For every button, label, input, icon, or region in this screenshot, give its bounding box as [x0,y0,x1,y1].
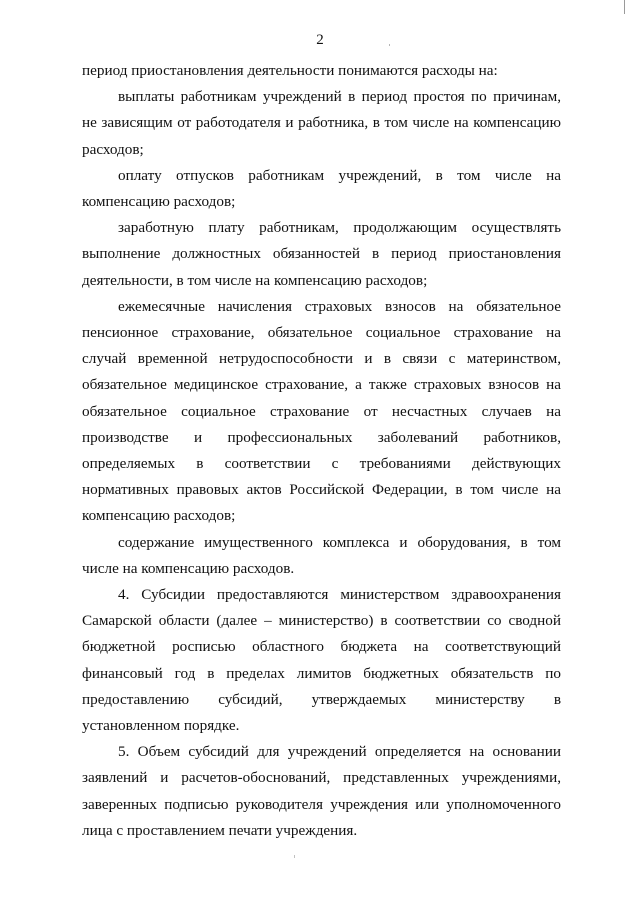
paragraph-property-maintenance: содержание имущественного комплекса и оборудования, в том числе на компенсацию расходов. [82,533,561,577]
page-number: 2 [316,32,324,48]
paragraph-insurance-contributions: ежемесячные начисления страховых взносов на обязательное пенсионное страхование, обязательное социальное страхование на случай временной нетрудоспособности и в связи с материнством, обязательное медицинское страхование, а также страховых взносов на обязательное социальное страхование от несчастных случаев на производстве и профессиональных заболеваний работников, определяемых в соответствии с требованиями действующих нормативных правовых актов Российской Федерации, в том числе на компенсацию расходов; [82,297,561,525]
paragraph-clause-4: 4. Субсидии предоставляются министерством здравоохранения Самарской области (далее – министерство) в соответствии со сводной бюджетной росписью областного бюджета на соответствующий финансовый год в пределах лимитов бюджетных обязательств по предоставлению субсидий, утверждаемых министерству в установленном порядке. [82,586,561,735]
paragraph-payments-downtime: выплаты работникам учреждений в период простоя по причинам, не зависящим от работодателя и работника, в том числе на компенсацию расходов; [82,88,561,158]
document-body [82,58,561,844]
paragraph-continuation: период приостановления деятельности понимаются расходы на: [82,62,498,79]
scan-artifact-dot [294,855,295,858]
paragraph-vacation-pay: оплату отпусков работникам учреждений, в том числе на компенсацию расходов; [82,166,561,211]
paragraph-clause-5: 5. Объем субсидий для учреждений определяется на основании заявлений и расчетов-обоснований, представленных учреждениями, заверенных подписью руководителя учреждения или уполномоченного лица с проставлением печати учреждения. [82,743,561,839]
scan-artifact-line [624,0,625,14]
scan-artifact-dot [389,44,390,46]
paragraph-wages: заработную плату работникам, продолжающим осуществлять выполнение должностных обязанностей в период приостановления деятельности, в том числе на компенсацию расходов; [82,219,561,289]
